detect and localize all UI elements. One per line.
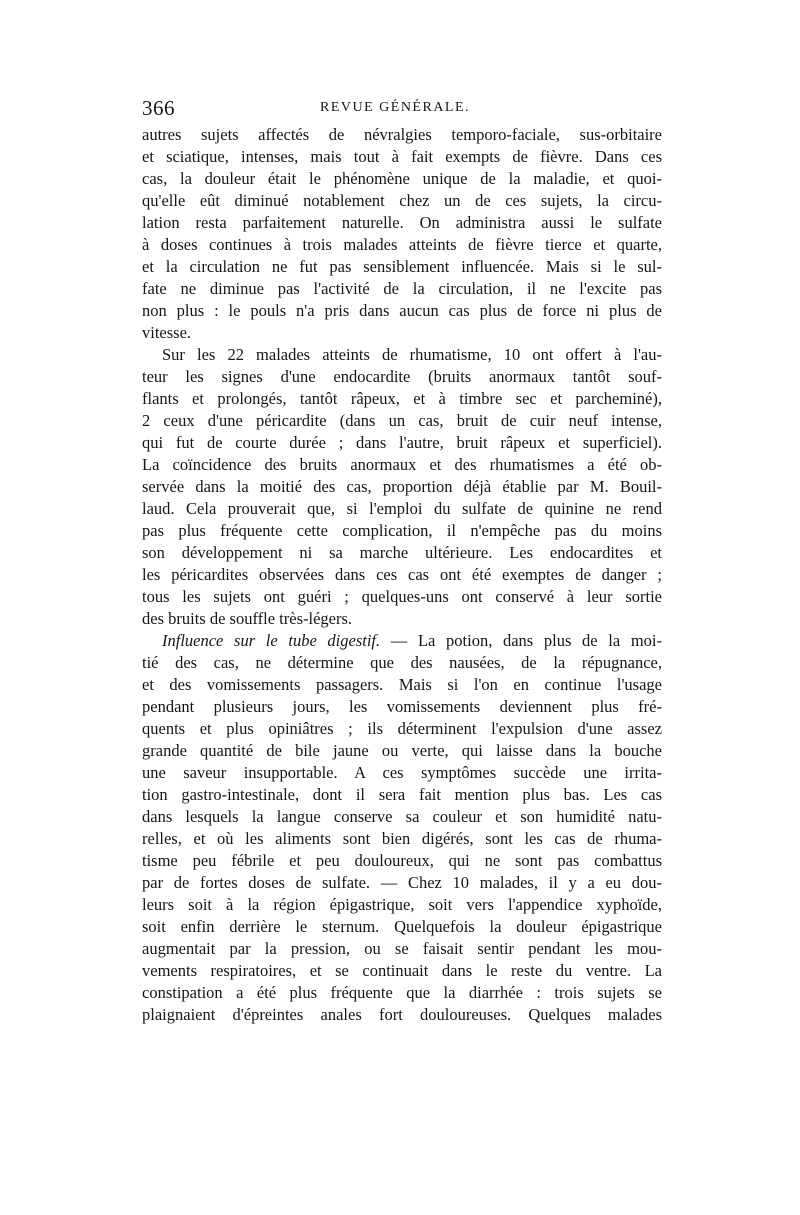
text-line: Sur les 22 malades atteints de rhumatisme, 10 ont offert à l'au-	[162, 345, 662, 364]
text-line: les péricardites observées dans ces cas ont été exemptes de danger ;	[142, 565, 662, 584]
text-line: tous les sujets ont guéri ; quelques-uns ont conservé à leur sortie	[142, 587, 662, 606]
text-line-rest: — La potion, dans plus de la moi-	[380, 631, 663, 650]
text-line: vitesse.	[142, 323, 192, 342]
section-heading: Influence sur le tube digestif.	[162, 631, 381, 650]
text-line: plaignaient d'épreintes anales fort douloureuses. Quelques malades	[142, 1005, 662, 1024]
text-line: pas plus fréquente cette complication, il n'empêche pas du moins	[142, 521, 662, 540]
page-header	[142, 96, 662, 122]
text-line: grande quantité de bile jaune ou verte, qui laisse dans la bouche	[142, 741, 662, 760]
text-line: son développement ni sa marche ultérieure. Les endocardites et	[142, 543, 662, 562]
text-line: et la circulation ne fut pas sensiblement influencée. Mais si le sul-	[142, 257, 662, 276]
text-line: pendant plusieurs jours, les vomissements deviennent plus fré-	[142, 697, 662, 716]
text-line: des bruits de souffle très-légers.	[142, 609, 353, 628]
text-line: quents et plus opiniâtres ; ils déterminent l'expulsion d'une assez	[142, 719, 662, 738]
text-line: tion gastro-intestinale, dont il sera fait mention plus bas. Les cas	[142, 785, 662, 804]
text-line: leurs soit à la région épigastrique, soit vers l'appendice xyphoïde,	[142, 895, 662, 914]
text-line: teur les signes d'une endocardite (bruits anormaux tantôt souf-	[142, 367, 662, 386]
running-title: REVUE GÉNÉRALE.	[320, 100, 471, 115]
body-text	[142, 124, 662, 1026]
text-line: augmentait par la pression, ou se faisait sentir pendant les mou-	[142, 939, 662, 958]
text-line: laud. Cela prouverait que, si l'emploi du sulfate de quinine ne rend	[142, 499, 662, 518]
text-line: non plus : le pouls n'a pris dans aucun cas plus de force ni plus de	[142, 301, 662, 320]
text-line: une saveur insupportable. A ces symptômes succède une irrita-	[142, 763, 662, 782]
page-number: 366	[142, 96, 175, 120]
text-line: relles, et où les aliments sont bien digérés, sont les cas de rhuma-	[142, 829, 662, 848]
text-line: tisme peu fébrile et peu douloureux, qui ne sont pas combattus	[142, 851, 662, 870]
book-page	[142, 96, 662, 1026]
text-line: lation resta parfaitement naturelle. On administra aussi le sulfate	[142, 213, 662, 232]
text-line: vements respiratoires, et se continuait dans le reste du ventre. La	[142, 961, 662, 980]
text-line: tié des cas, ne détermine que des nausées, de la répugnance,	[142, 653, 662, 672]
text-line: dans lesquels la langue conserve sa couleur et son humidité natu-	[142, 807, 662, 826]
text-line: cas, la douleur était le phénomène unique de la maladie, et quoi-	[142, 169, 662, 188]
text-line: et sciatique, intenses, mais tout à fait exempts de fièvre. Dans ces	[142, 147, 662, 166]
text-line: qui fut de courte durée ; dans l'autre, bruit râpeux et superficiel).	[142, 433, 662, 452]
text-line: flants et prolongés, tantôt râpeux, et à timbre sec et parcheminé),	[142, 389, 662, 408]
text-line	[142, 630, 662, 652]
text-line: servée dans la moitié des cas, proportion déjà établie par M. Bouil-	[142, 477, 662, 496]
text-line: à doses continues à trois malades atteints de fièvre tierce et quarte,	[142, 235, 662, 254]
text-line: et des vomissements passagers. Mais si l'on en continue l'usage	[142, 675, 662, 694]
text-line: soit enfin derrière le sternum. Quelquefois la douleur épigastrique	[142, 917, 662, 936]
text-line: fate ne diminue pas l'activité de la circulation, il ne l'excite pas	[142, 279, 662, 298]
text-line: autres sujets affectés de névralgies temporo-faciale, sus-orbitaire	[142, 125, 662, 144]
text-line: 2 ceux d'une péricardite (dans un cas, bruit de cuir neuf intense,	[142, 411, 662, 430]
text-line: par de fortes doses de sulfate. — Chez 10 malades, il y a eu dou-	[142, 873, 662, 892]
text-line: constipation a été plus fréquente que la diarrhée : trois sujets se	[142, 983, 662, 1002]
text-line: qu'elle eût diminué notablement chez un de ces sujets, la circu-	[142, 191, 662, 210]
text-line: La coïncidence des bruits anormaux et des rhumatismes a été ob-	[142, 455, 662, 474]
